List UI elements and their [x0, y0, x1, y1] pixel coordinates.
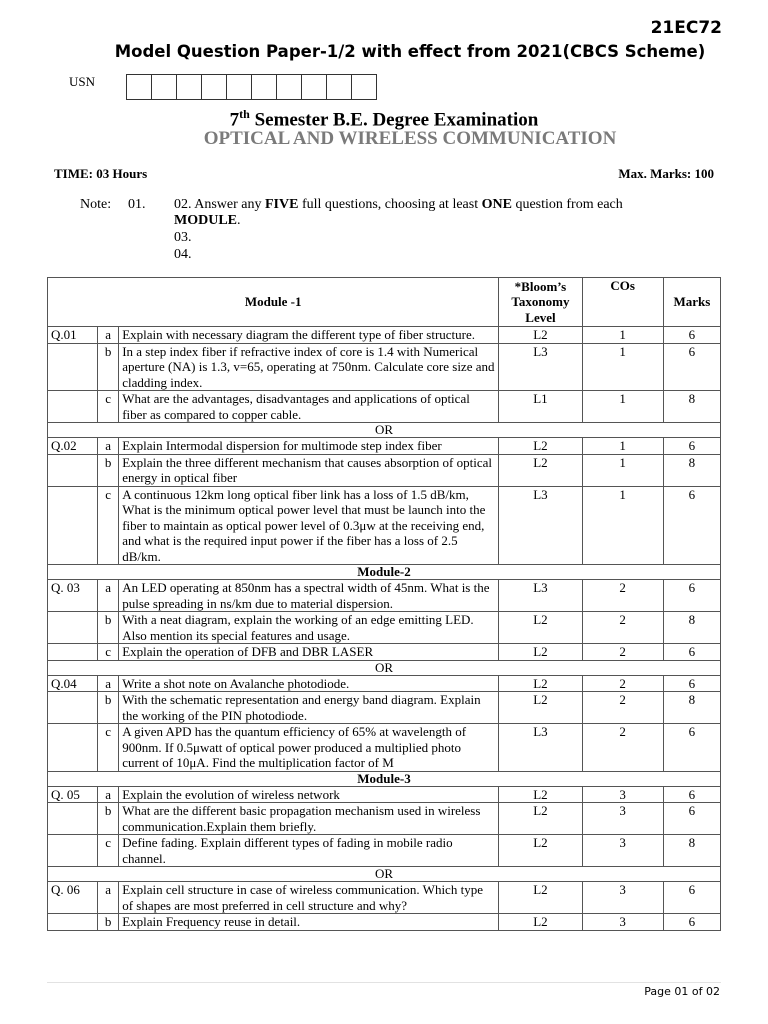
marks-value: 6 — [663, 644, 720, 661]
or-separator-row — [48, 660, 721, 675]
blooms-level: L3 — [499, 724, 582, 772]
blooms-level: L2 — [499, 882, 582, 914]
blooms-level: L2 — [499, 692, 582, 724]
usn-label: USN — [69, 74, 96, 89]
sub-question-letter: a — [98, 882, 119, 914]
usn-box[interactable] — [201, 74, 227, 100]
table-row — [48, 882, 721, 914]
sub-question-letter: a — [98, 438, 119, 455]
co-value: 3 — [582, 835, 663, 867]
marks-value: 6 — [663, 882, 720, 914]
blooms-level: L2 — [499, 803, 582, 835]
question-text: With the schematic representation and energy band diagram. Explain the working of the PIN photodiode. — [119, 692, 499, 724]
sub-question-letter: b — [98, 612, 119, 644]
question-text: Explain the evolution of wireless network — [119, 786, 499, 803]
footer-divider — [47, 982, 721, 983]
sub-question-letter: a — [98, 327, 119, 344]
cos-header: COs — [582, 278, 663, 327]
sub-question-letter: c — [98, 486, 119, 565]
module-3-heading: Module-3 — [48, 771, 721, 786]
table-row — [48, 486, 721, 565]
sub-question-letter: a — [98, 786, 119, 803]
question-text: A continuous 12km long optical fiber link has a loss of 1.5 dB/km, What is the minimum optical power level that must be launch into the fiber to maintain as optical power level of 0.3μw at the receiving end, and what is the required input power if the fiber has a loss of 2.5 dB/km. — [119, 486, 499, 565]
sub-question-letter: b — [98, 914, 119, 931]
co-value: 2 — [582, 692, 663, 724]
usn-box[interactable] — [351, 74, 377, 100]
question-number-empty — [48, 343, 98, 391]
question-text: Explain the operation of DFB and DBR LASER — [119, 644, 499, 661]
marks-value: 8 — [663, 692, 720, 724]
table-row — [48, 343, 721, 391]
or-separator-row — [48, 867, 721, 882]
blooms-level: L2 — [499, 327, 582, 344]
note-bold: ONE — [481, 197, 512, 212]
table-row — [48, 692, 721, 724]
usn-box[interactable] — [301, 74, 327, 100]
question-text: An LED operating at 850nm has a spectral width of 45nm. What is the pulse spreading in ns/km due to material dispersion. — [119, 580, 499, 612]
usn-box[interactable] — [151, 74, 177, 100]
semester-text: Semester B.E. Degree Examination — [249, 109, 539, 131]
note-label: Note: — [80, 197, 112, 212]
question-number-empty — [48, 692, 98, 724]
or-separator-row — [48, 423, 721, 438]
co-value: 2 — [582, 580, 663, 612]
co-value: 2 — [582, 612, 663, 644]
table-row — [48, 580, 721, 612]
table-row — [48, 454, 721, 486]
question-number: Q.02 — [48, 438, 98, 455]
question-number: Q.04 — [48, 675, 98, 692]
note-text: question from each — [511, 197, 623, 212]
co-value: 2 — [582, 675, 663, 692]
question-text: Explain Intermodal dispersion for multimode step index fiber — [119, 438, 499, 455]
sub-question-letter: c — [98, 835, 119, 867]
question-number: Q.01 — [48, 327, 98, 344]
question-number-empty — [48, 724, 98, 772]
question-number-empty — [48, 835, 98, 867]
usn-box[interactable] — [251, 74, 277, 100]
module-1-heading: Module -1 — [48, 278, 499, 327]
usn-box[interactable] — [326, 74, 352, 100]
co-value: 1 — [582, 327, 663, 344]
question-number: Q. 05 — [48, 786, 98, 803]
sub-question-letter: c — [98, 724, 119, 772]
question-number-empty — [48, 612, 98, 644]
question-number-empty — [48, 644, 98, 661]
marks-value: 6 — [663, 327, 720, 344]
marks-value: 6 — [663, 675, 720, 692]
blooms-level: L2 — [499, 675, 582, 692]
usn-boxes — [127, 74, 377, 100]
question-text: Explain the three different mechanism that causes absorption of optical energy in optical fiber — [119, 454, 499, 486]
note-bold: MODULE — [174, 213, 237, 228]
question-text: With a neat diagram, explain the working of an edge emitting LED. Also mention its special features and usage. — [119, 612, 499, 644]
note-text: full questions, choosing at least — [298, 197, 482, 212]
module-2-heading: Module-2 — [48, 565, 721, 580]
co-value: 3 — [582, 803, 663, 835]
co-value: 1 — [582, 486, 663, 565]
blooms-level: L2 — [499, 454, 582, 486]
or-label: OR — [48, 423, 721, 438]
sub-question-letter: c — [98, 644, 119, 661]
table-row — [48, 438, 721, 455]
note-item-1: 01. — [128, 197, 146, 212]
co-value: 2 — [582, 724, 663, 772]
question-text: What are the different basic propagation mechanism used in wireless communication.Explain them briefly. — [119, 803, 499, 835]
note-item-2 — [174, 197, 694, 229]
co-value: 1 — [582, 343, 663, 391]
blooms-level: L2 — [499, 914, 582, 931]
question-text: Write a shot note on Avalanche photodiode. — [119, 675, 499, 692]
question-number-empty — [48, 454, 98, 486]
module-heading-row — [48, 565, 721, 580]
exam-time: TIME: 03 Hours — [54, 166, 148, 181]
marks-value: 6 — [663, 803, 720, 835]
question-number-empty — [48, 803, 98, 835]
module-heading-row — [48, 771, 721, 786]
blooms-level: L2 — [499, 612, 582, 644]
semester-suffix: th — [239, 107, 250, 121]
question-text: What are the advantages, disadvantages and applications of optical fiber as compared to copper cable. — [119, 391, 499, 423]
table-row — [48, 612, 721, 644]
or-label: OR — [48, 660, 721, 675]
marks-value: 8 — [663, 612, 720, 644]
marks-value: 6 — [663, 914, 720, 931]
question-number-empty — [48, 914, 98, 931]
note-text: 02. Answer any — [174, 197, 265, 212]
marks-value: 6 — [663, 724, 720, 772]
question-text: Explain with necessary diagram the different type of fiber structure. — [119, 327, 499, 344]
sub-question-letter: a — [98, 675, 119, 692]
marks-value: 8 — [663, 391, 720, 423]
semester-number: 7 — [229, 109, 240, 131]
co-value: 1 — [582, 454, 663, 486]
sub-question-letter: b — [98, 803, 119, 835]
question-number-empty — [48, 391, 98, 423]
marks-value: 8 — [663, 835, 720, 867]
co-value: 3 — [582, 882, 663, 914]
usn-box[interactable] — [126, 74, 152, 100]
max-marks: Max. Marks: 100 — [618, 166, 714, 181]
table-row — [48, 644, 721, 661]
sub-question-letter: b — [98, 454, 119, 486]
usn-box[interactable] — [176, 74, 202, 100]
co-value: 2 — [582, 644, 663, 661]
note-item-3: 03. — [174, 230, 192, 245]
question-text: Define fading. Explain different types of fading in mobile radio channel. — [119, 835, 499, 867]
marks-value: 8 — [663, 454, 720, 486]
sub-question-letter: a — [98, 580, 119, 612]
marks-value: 6 — [663, 580, 720, 612]
question-text: Explain cell structure in case of wireless communication. Which type of shapes are most preferred in cell structure and why? — [119, 882, 499, 914]
note-item-4: 04. — [174, 247, 192, 262]
sub-question-letter: c — [98, 391, 119, 423]
question-text: A given APD has the quantum efficiency of 65% at wavelength of 900nm. If 0.5μwatt of optical power produced a multiplied photo current of 10μA. Find the multiplication factor of M — [119, 724, 499, 772]
subject-title: OPTICAL AND WIRELESS COMMUNICATION — [203, 128, 617, 149]
co-value: 1 — [582, 438, 663, 455]
table-row — [48, 327, 721, 344]
marks-header: Marks — [663, 278, 720, 327]
blooms-header: *Bloom’s Taxonomy Level — [499, 278, 582, 327]
table-row — [48, 786, 721, 803]
co-value: 1 — [582, 391, 663, 423]
or-label: OR — [48, 867, 721, 882]
question-text: In a step index fiber if refractive index of core is 1.4 with Numerical aperture (NA) is 1.3, v=65, operating at 750nm. Calculate core size and cladding index. — [119, 343, 499, 391]
marks-value: 6 — [663, 438, 720, 455]
blooms-level: L2 — [499, 786, 582, 803]
question-number: Q. 06 — [48, 882, 98, 914]
note-text: . — [237, 213, 241, 228]
question-table — [47, 277, 721, 931]
blooms-level: L2 — [499, 438, 582, 455]
blooms-level: L1 — [499, 391, 582, 423]
question-text: Explain Frequency reuse in detail. — [119, 914, 499, 931]
blooms-level: L3 — [499, 486, 582, 565]
table-row — [48, 803, 721, 835]
page-number: Page 01 of 02 — [644, 985, 720, 998]
table-header-row — [48, 278, 721, 327]
blooms-level: L2 — [499, 644, 582, 661]
table-row — [48, 391, 721, 423]
table-row — [48, 835, 721, 867]
table-row — [48, 914, 721, 931]
blooms-level: L3 — [499, 580, 582, 612]
co-value: 3 — [582, 786, 663, 803]
blooms-level: L2 — [499, 835, 582, 867]
marks-value: 6 — [663, 486, 720, 565]
sub-question-letter: b — [98, 692, 119, 724]
co-value: 3 — [582, 914, 663, 931]
table-row — [48, 675, 721, 692]
usn-box[interactable] — [276, 74, 302, 100]
marks-value: 6 — [663, 786, 720, 803]
paper-title: Model Question Paper-1/2 with effect from 2021(CBCS Scheme) — [114, 42, 706, 61]
blooms-level: L3 — [499, 343, 582, 391]
marks-value: 6 — [663, 343, 720, 391]
note-bold: FIVE — [265, 197, 299, 212]
usn-box[interactable] — [226, 74, 252, 100]
subject-code: 21EC72 — [650, 18, 722, 38]
sub-question-letter: b — [98, 343, 119, 391]
question-number: Q. 03 — [48, 580, 98, 612]
question-number-empty — [48, 486, 98, 565]
table-row — [48, 724, 721, 772]
